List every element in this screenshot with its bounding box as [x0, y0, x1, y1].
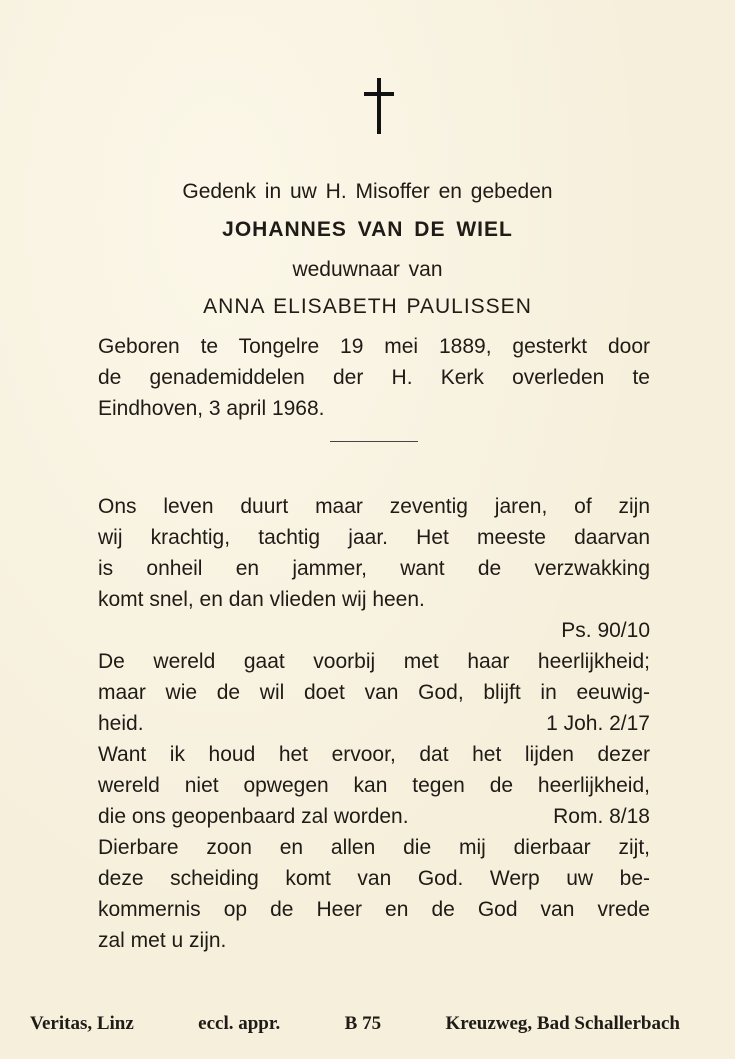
biography-line: de genademiddelen der H. Kerk overleden te	[98, 366, 650, 389]
quote-reference: 1 Joh. 2/17	[546, 712, 650, 735]
biography-paragraph	[98, 331, 650, 424]
card-code: B 75	[344, 1013, 382, 1034]
spouse-name: ANNA ELISABETH PAULISSEN	[203, 295, 532, 318]
quote-line: die ons geopenbaard zal worden.	[98, 805, 409, 828]
quote-line: komt snel, en dan vlieden wij heen.	[98, 588, 425, 611]
quote-last-line	[98, 801, 650, 832]
quote-line: wij krachtig, tachtig jaar. Het meeste daarvan	[98, 526, 650, 549]
quote-line: deze scheiding komt van God. Werp uw be-	[98, 867, 650, 890]
printer-imprint	[30, 1013, 680, 1035]
quote-line: heid.	[98, 712, 144, 735]
biography-line: Eindhoven, 3 april 1968.	[98, 397, 325, 420]
quote-reference: Ps. 90/10	[561, 619, 650, 642]
quote-line: zal met u zijn.	[98, 929, 227, 952]
quote-line: is onheil en jammer, want de verzwakking	[98, 557, 650, 580]
dedication-line: Gedenk in uw H. Misoffer en gebeden	[182, 180, 553, 203]
approval: eccl. appr.	[198, 1013, 281, 1034]
deceased-name: JOHANNES VAN DE WIEL	[222, 218, 513, 241]
quote-line: maar wie de wil doet van God, blijft in eeuwig-	[98, 681, 650, 704]
quotes-block	[98, 491, 650, 956]
biography-line: Geboren te Tongelre 19 mei 1889, gesterkt door	[98, 335, 650, 358]
quote-line: Want ik houd het ervoor, dat het lijden dezer	[98, 743, 650, 766]
quote-line: Ons leven duurt maar zeventig jaren, of zijn	[98, 495, 650, 518]
quote-reference: Rom. 8/18	[553, 805, 650, 828]
quote-line: wereld niet opwegen kan tegen de heerlijkheid,	[98, 774, 650, 797]
quote-line: De wereld gaat voorbij met haar heerlijkheid;	[98, 650, 650, 673]
publisher: Veritas, Linz	[30, 1013, 134, 1034]
quote-last-line	[98, 708, 650, 739]
relation-line: weduwnaar van	[292, 258, 443, 281]
divider	[330, 441, 418, 442]
quote-line: Dierbare zoon en allen die mij dierbaar zijt,	[98, 836, 650, 859]
quote-line: kommernis op de Heer en de God van vrede	[98, 898, 650, 921]
cross-icon	[364, 78, 394, 134]
card-series-title: Kreuzweg, Bad Schallerbach	[445, 1013, 680, 1034]
